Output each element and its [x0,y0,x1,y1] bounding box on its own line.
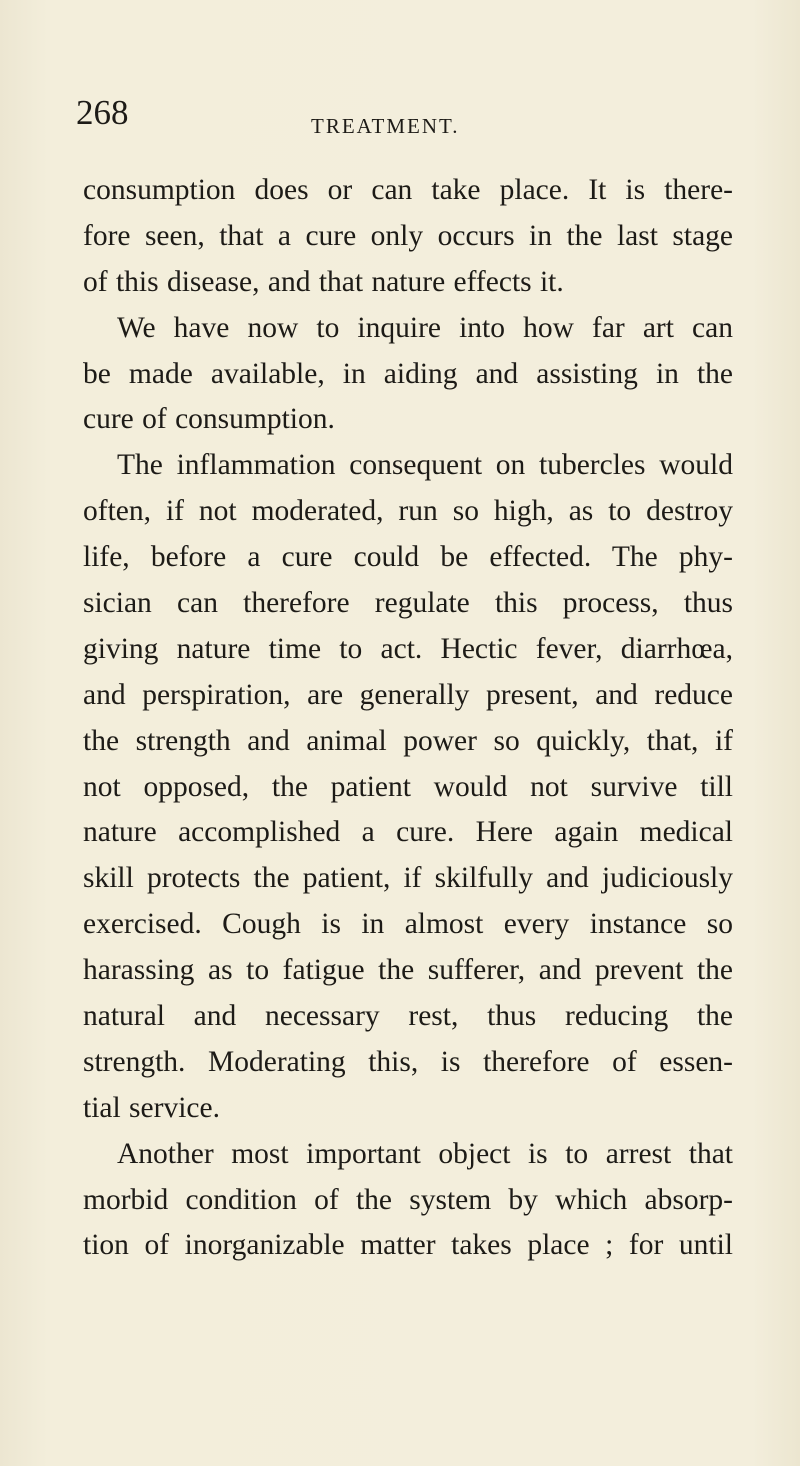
text-line: natural and necessary rest, thus reducing the [83,1000,733,1033]
text-line: exercised. Cough is in almost every instance so [83,908,733,941]
text-line: Another most important object is to arrest that [117,1137,733,1170]
text-line: fore seen, that a cure only occurs in the last stage [83,219,733,252]
text-line: life, before a cure could be effected. The phy- [83,541,733,574]
page-number: 268 [76,93,129,132]
text-line: of this disease, and that nature effects it. [83,265,564,298]
text-line: consumption does or can take place. It is there- [83,174,733,206]
running-head: TREATMENT. [311,114,460,138]
text-line: cure of consumption. [83,403,335,436]
text-line: We have now to inquire into how far art can [117,311,733,344]
text-line: morbid condition of the system by which absorp- [83,1183,733,1216]
text-line: the strength and animal power so quickly, that, if [83,724,733,757]
text-line: not opposed, the patient would not survive till [83,770,733,803]
text-line: often, if not moderated, run so high, as to destroy [83,495,733,528]
text-line: nature accomplished a cure. Here again medical [83,816,733,849]
text-line: tion of inorganizable matter takes place ; for until [83,1229,733,1262]
text-line: giving nature time to act. Hectic fever, diarrhœa, [83,632,733,665]
text-line: strength. Moderating this, is therefore of essen- [83,1045,733,1078]
text-line: be made available, in aiding and assisting in the [83,357,733,390]
text-line: skill protects the patient, if skilfully and judiciously [83,862,733,895]
text-line: The inflammation consequent on tubercles would [117,449,733,482]
text-line: and perspiration, are generally present, and reduce [83,678,733,711]
text-line: harassing as to fatigue the sufferer, and prevent the [83,954,733,987]
text-line: tial service. [83,1091,220,1124]
body-text [83,168,733,1269]
text-line: sician can therefore regulate this process, thus [83,587,733,620]
